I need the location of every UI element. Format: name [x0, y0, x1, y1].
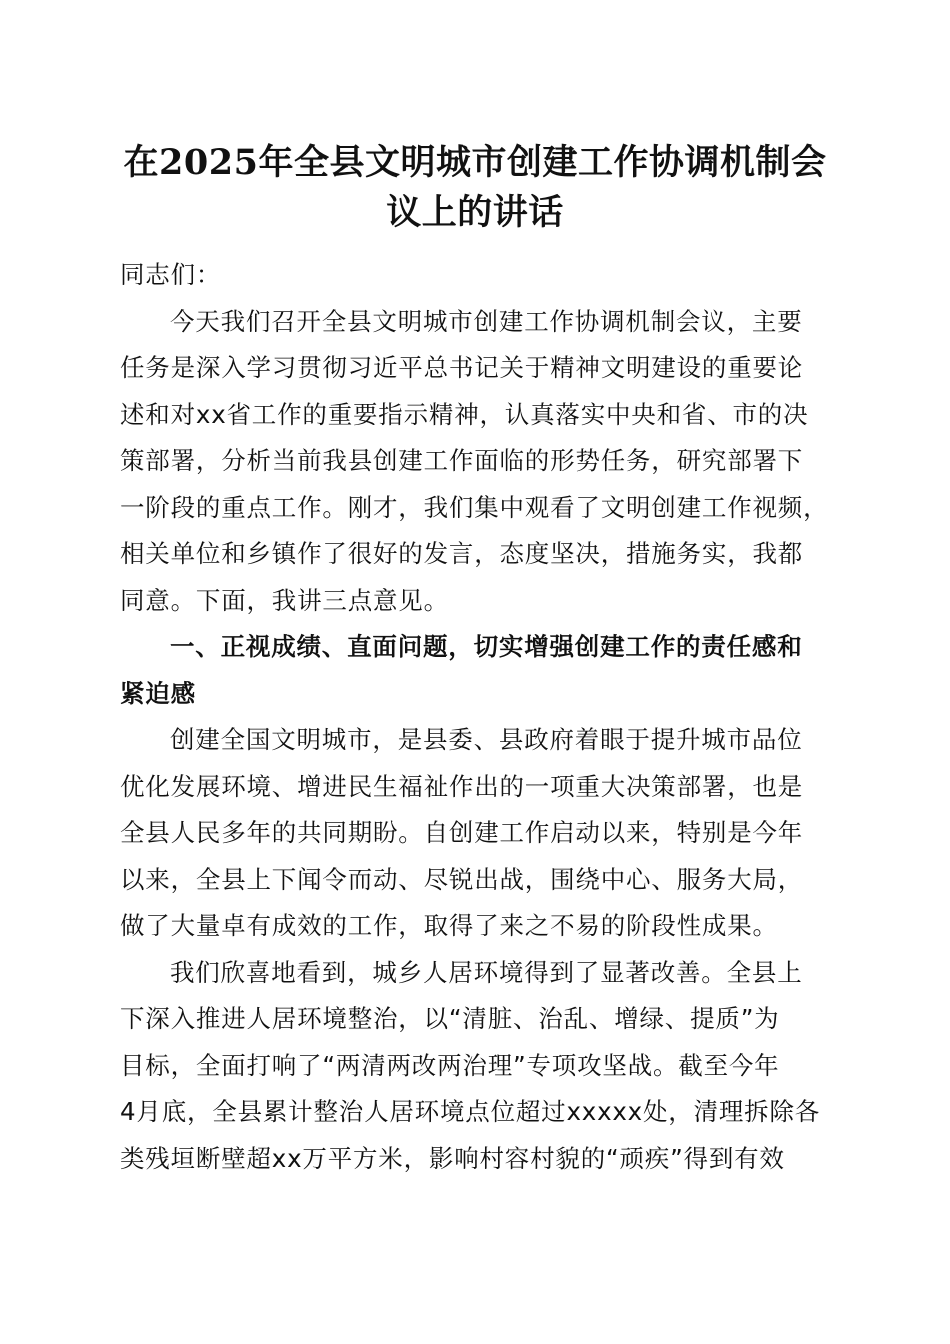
paragraph-line: 优化发展环境、增进民生福祉作出的一项重大决策部署，也是 [120, 771, 804, 801]
paragraph-line: 相关单位和乡镇作了很好的发言，态度坚决，措施务实，我都 [120, 539, 804, 568]
paragraph-line: 策部署，分析当前我县创建工作面临的形势任务，研究部署下 [120, 446, 804, 475]
paragraph-line: 今天我们召开全县文明城市创建工作协调机制会议，主要 [170, 306, 803, 336]
salutation: 同志们： [120, 260, 222, 289]
section-heading-line: 紧迫感 [120, 678, 196, 708]
paragraph-line: 做了大量卓有成效的工作，取得了来之不易的阶段性成果。 [120, 911, 778, 940]
section-heading-line: 一、正视成绩、直面问题，切实增强创建工作的责任感和 [170, 632, 803, 661]
document-body [120, 252, 832, 1182]
paragraph-line: 下深入推进人居环境整治，以“清脏、治乱、增绿、提质”为 [120, 1004, 780, 1033]
paragraph-line: 目标，全面打响了“两清两改两治理”专项攻坚战。截至今年 [120, 1050, 780, 1080]
paragraph-line: 以来，全县上下闻令而动、尽锐出战，围绕中心、服务大局， [120, 864, 804, 894]
document-title [118, 138, 832, 238]
paragraph-line: 我们欣喜地看到，城乡人居环境得到了显著改善。全县上 [170, 957, 803, 987]
title-line-1: 在2025年全县文明城市创建工作协调机制会 [123, 142, 827, 183]
paragraph-line: 述和对xx省工作的重要指示精神，认真落实中央和省、市的决 [120, 399, 809, 429]
body-lines [120, 299, 832, 1183]
paragraph-line: 任务是深入学习贯彻习近平总书记关于精神文明建设的重要论 [120, 353, 804, 382]
paragraph-line: 一阶段的重点工作。刚才，我们集中观看了文明创建工作视频， [120, 492, 829, 522]
title-line-2: 议上的讲话 [386, 192, 564, 233]
paragraph-line: 全县人民多年的共同期盼。自创建工作启动以来，特别是今年 [120, 818, 804, 847]
paragraph-line: 4月底，全县累计整治人居环境点位超过xxxxx处，清理拆除各 [120, 1097, 821, 1126]
paragraph-line: 类残垣断壁超xx万平方米，影响村容村貌的“顽疾”得到有效 [120, 1143, 785, 1173]
paragraph-line: 同意。下面，我讲三点意见。 [120, 585, 449, 615]
paragraph-line: 创建全国文明城市，是县委、县政府着眼于提升城市品位 [170, 725, 803, 754]
